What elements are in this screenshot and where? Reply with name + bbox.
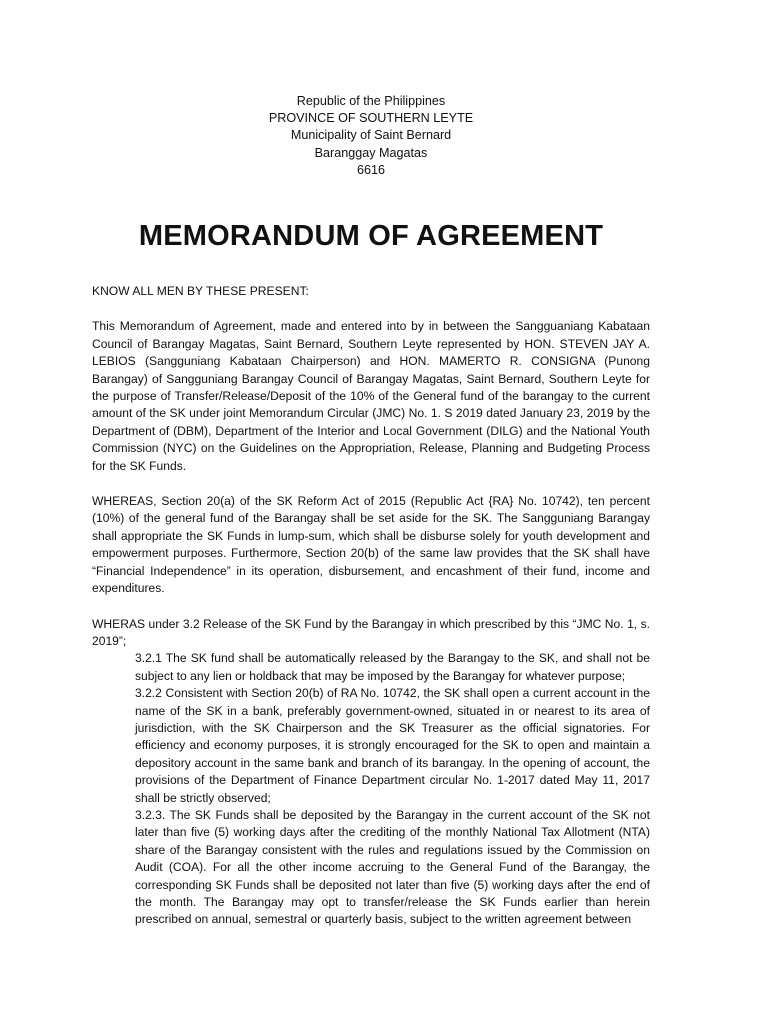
provision-3-2-1: 3.2.1 The SK fund shall be automatically released by the Barangay to the SK, and shall not be subject to any lien or holdback that may be imposed by the Barangay for whatever purpose; [135,651,650,683]
letterhead [92,93,650,179]
letterhead-municipality: Municipality of Saint Bernard [290,128,452,143]
paragraph-whereas-release: WHERAS under 3.2 Release of the SK Fund by the Barangay in which prescribed by this “JMC No. 1, s. 2019”; [92,616,650,648]
paragraph-whereas-section-20: WHEREAS, Section 20(a) of the SK Reform Act of 2015 (Republic Act {RA} No. 10742), ten percent (10%) of the general fund of the Barangay shall be set aside for the SK. The Sangguniang Barangay shall appropriate the SK Funds in lump-sum, which shall be disburse solely for youth development and empowerment purposes. Furthermore, Section 20(b) of the same law provides that the SK shall have “Financial Independence” in its operation, disbursement, and encashment of their fund, income and expenditures. [92,494,650,596]
provision-3-2-3: 3.2.3. The SK Funds shall be deposited by the Barangay in the current account of the SK not later than five (5) working days after the crediting of the monthly National Tax Allotment (NTA) share of the Barangay consistent with the rules and regulations issued by the Commission on Audit (COA). For all the other income accruing to the General Fund of the Barangay, the corresponding SK Funds shall be deposited not later than five (5) working days after the end of the month. The Barangay may opt to transfer/release the SK Funds earlier than herein prescribed on annual, semestral or quarterly basis, subject to the written agreement between [135,807,650,927]
release-provisions [135,650,650,929]
document-body [92,283,650,929]
document-title: MEMORANDUM OF AGREEMENT [138,220,604,252]
letterhead-province: PROVINCE OF SOUTHERN LEYTE [268,111,474,126]
provision-3-2-2: 3.2.2 Consistent with Section 20(b) of RA No. 10742, the SK shall open a current account in the name of the SK in a bank, preferably government-owned, situated in or nearest to its area of jurisdiction, with the SK Chairperson and the SK Treasurer as the official signatories. For efficiency and economy purposes, it is strongly encouraged for the SK to open and maintain a depository account in the same bank and branch of its barangay. In the opening of account, the provisions of the Department of Finance Department circular No. 1-2017 dated May 11, 2017 shall be strictly observed; [135,686,650,805]
letterhead-republic: Republic of the Philippines [296,94,446,108]
letterhead-zip-code: 6616 [356,162,386,177]
paragraph-intro: This Memorandum of Agreement, made and entered into by in between the Sangguaniang Kabataan Council of Barangay Magatas, Saint Bernard, Southern Leyte represented by HON. STEVEN JAY A. LEBIOS (Sangguniang Kabataan Chairperson) and HON. MAMERTO R. CONSIGNA (Punong Barangay) of Sangguniang Barangay Council of Barangay Magatas, Saint Bernard, Southern Leyte for the purpose of Transfer/Release/Deposit of the 10% of the General fund of the barangay to the current amount of the SK under joint Memorandum Circular (JMC) No. 1. S 2019 dated January 23, 2019 by the Department of (DBM), Department of the Interior and Local Government (DILG) and the National Youth Commission (NYC) on the Guidelines on the Appropriation, Release, Planning and Budgeting Process for the SK Funds. [92,319,650,473]
letterhead-barangay: Baranggay Magatas [314,145,428,160]
salutation: KNOW ALL MEN BY THESE PRESENT: [92,284,309,298]
